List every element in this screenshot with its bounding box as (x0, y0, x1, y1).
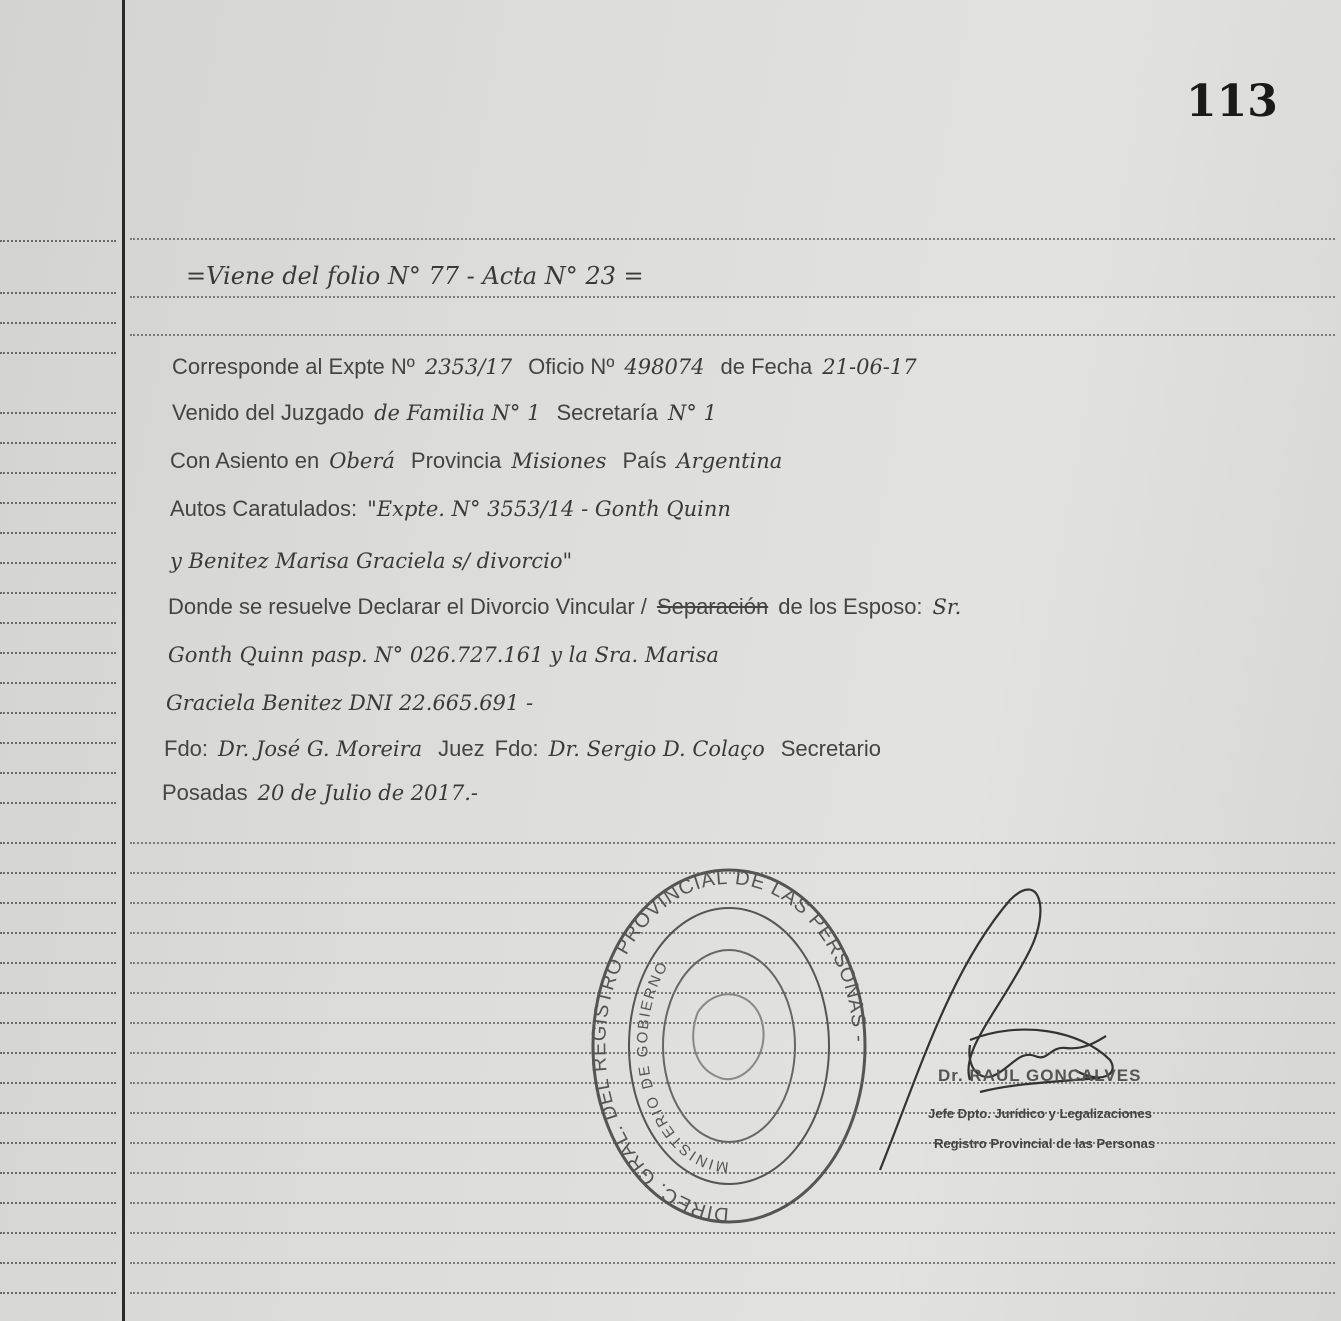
left-rule-line (0, 532, 116, 534)
signatory-title: Jefe Dpto. Jurídico y Legalizaciones (928, 1106, 1152, 1121)
left-rule-line (0, 442, 116, 444)
left-rule-line (0, 240, 116, 242)
left-rule-line (0, 842, 116, 844)
signatory-name: Dr. RAUL GONCALVES (938, 1066, 1142, 1085)
provincia-label: Provincia (410, 448, 502, 473)
writing-rule-line (130, 334, 1335, 336)
signatory-office: Registro Provincial de las Personas (934, 1136, 1156, 1151)
pais-label: País (622, 448, 667, 473)
writing-rule-line (130, 842, 1335, 844)
writing-rule-line (130, 1292, 1335, 1294)
left-rule-line (0, 472, 116, 474)
left-rule-line (0, 352, 116, 354)
left-rule-line (0, 502, 116, 504)
writing-rule-line (130, 238, 1335, 240)
left-rule-line (0, 292, 116, 294)
esposos-label: de los Esposo: (778, 594, 923, 619)
signature-scrawl (870, 870, 1130, 1180)
expediente-number: 2353/17 (424, 355, 513, 379)
autos-value-2: y Benitez Marisa Graciela s/ divorcio" (170, 549, 573, 573)
esposos-value-1: Sr. (932, 595, 962, 619)
row-esposos (168, 642, 735, 668)
asiento-label: Con Asiento en (170, 448, 320, 473)
writing-rule-line (130, 1262, 1335, 1264)
autos-label: Autos Caratulados: (170, 496, 358, 521)
left-rule-line (0, 1292, 116, 1294)
juez-name: Dr. José G. Moreira (218, 737, 423, 761)
left-rule-line (0, 562, 116, 564)
secretaria-value: N° 1 (667, 401, 717, 425)
row-firmas (164, 736, 891, 762)
esposos-value-2: Gonth Quinn pasp. N° 026.727.161 y la Sra. Marisa (168, 643, 719, 667)
seal-outer-text: DIREC. GRAL. DEL REGISTRO PROVINCIAL DE LAS PERSONAS - (588, 866, 870, 1226)
left-rule-line (0, 622, 116, 624)
left-rule-line (0, 1112, 116, 1114)
left-rule-line (0, 902, 116, 904)
secretaria-label: Secretaría (556, 400, 658, 425)
left-rule-line (0, 992, 116, 994)
header-note: =Viene del folio N° 77 - Acta N° 23 = (186, 262, 644, 290)
row-autos (170, 496, 747, 522)
left-rule-line (0, 802, 116, 804)
fecha-label: de Fecha (720, 354, 813, 379)
provincia-value: Misiones (511, 449, 607, 473)
left-rule-line (0, 1262, 116, 1264)
page-number: 113 (1186, 76, 1278, 127)
autos-value-1: "Expte. N° 3553/14 - Gonth Quinn (367, 497, 731, 521)
pais-value: Argentina (676, 449, 783, 473)
fdo-label: Fdo: (164, 736, 209, 761)
corresponde-label: Corresponde al Expte Nº (172, 354, 415, 379)
left-rule-line (0, 652, 116, 654)
fecha-value: 21-06-17 (822, 355, 917, 379)
left-rule-line (0, 412, 116, 414)
left-rule-line (0, 1202, 116, 1204)
fdo-label-2: Fdo: (494, 736, 539, 761)
margin-line (122, 0, 125, 1321)
left-rule-line (0, 1052, 116, 1054)
svg-text:DIREC. GRAL. DEL REGISTRO PROV (588, 867, 870, 1225)
left-rule-line (0, 772, 116, 774)
row-resuelve (168, 594, 977, 620)
oficio-number: 498074 (624, 355, 705, 379)
seal-inner-text: MINISTERIO DE GOBIERNO (634, 957, 730, 1176)
posadas-date: 20 de Julio de 2017.- (257, 781, 479, 805)
left-rule-line (0, 1022, 116, 1024)
separacion-label: Separación (656, 594, 769, 619)
row-posadas (162, 780, 494, 806)
oficio-label: Oficio Nº (528, 354, 615, 379)
secretario-label: Secretario (780, 736, 881, 761)
left-rule-line (0, 872, 116, 874)
left-rule-line (0, 1232, 116, 1234)
row-venido (172, 400, 733, 426)
left-rule-line (0, 1142, 116, 1144)
svg-text:MINISTERIO DE GOBIERNO (634, 958, 729, 1176)
left-rule-line (0, 932, 116, 934)
left-rule-line (0, 962, 116, 964)
official-seal (588, 862, 870, 1230)
left-rule-line (0, 742, 116, 744)
resuelve-label: Donde se resuelve Declarar el Divorcio Vincular / (168, 594, 647, 619)
left-rule-line (0, 592, 116, 594)
left-rule-line (0, 712, 116, 714)
juzgado-value: de Familia N° 1 (374, 401, 541, 425)
writing-rule-line (130, 296, 1335, 298)
venido-label: Venido del Juzgado (172, 400, 365, 425)
left-rule-line (0, 1172, 116, 1174)
row-esposos-cont (166, 690, 549, 716)
left-rule-line (0, 682, 116, 684)
left-rule-line (0, 1082, 116, 1084)
juez-label: Juez (438, 736, 485, 761)
asiento-value: Oberá (329, 449, 395, 473)
row-asiento (170, 448, 798, 474)
posadas-label: Posadas (162, 780, 248, 805)
esposos-value-3: Graciela Benitez DNI 22.665.691 - (166, 691, 534, 715)
left-rule-line (0, 322, 116, 324)
row-autos-cont (170, 548, 588, 574)
row-corresponde (172, 354, 933, 380)
writing-rule-line (130, 1232, 1335, 1234)
secretario-name: Dr. Sergio D. Colaço (548, 737, 765, 761)
